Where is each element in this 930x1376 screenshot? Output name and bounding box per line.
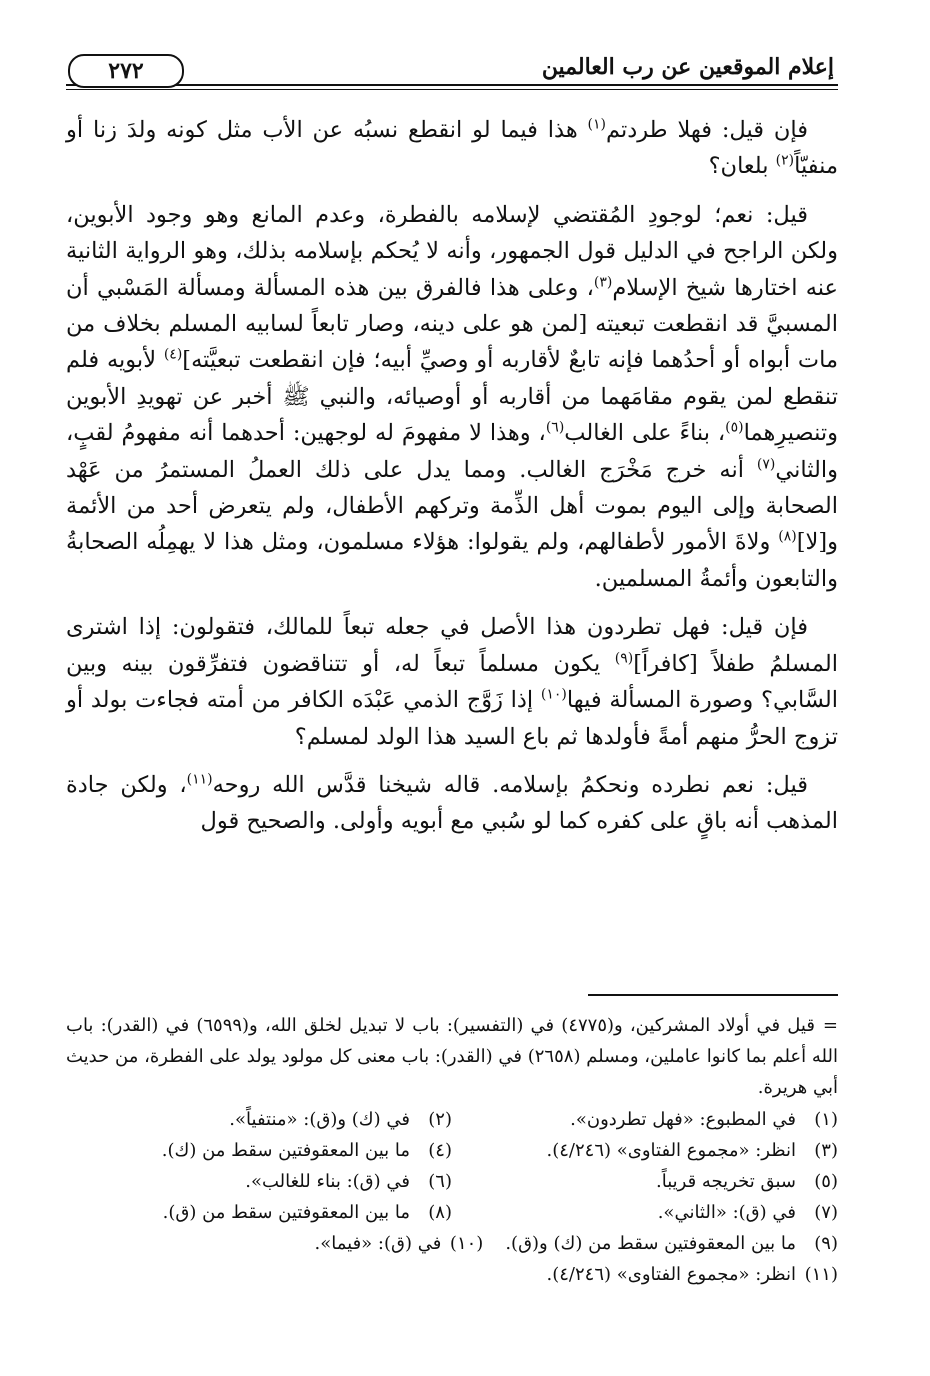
footnote-ref: (٦) xyxy=(545,419,565,436)
footnote-number: (٦) xyxy=(428,1171,452,1192)
footnote-number: (٨) xyxy=(428,1202,452,1223)
footnote-number: (٧) xyxy=(814,1202,838,1223)
text-run: لأبويه فلم تنقطع لمن يقوم مقامَهما من أقاربه أو أوصيائه، والنبي ﷺ أخبر عن تهويدِ الأبوين وتنصيرِهما xyxy=(66,347,838,447)
footnote-ref: (٤) xyxy=(163,346,183,363)
footnote-text: في (ق): «الثاني». xyxy=(657,1202,796,1223)
continuation-text: قيل في أولاد المشركين، و(٤٧٧٥) في (التفسير): باب لا تبديل لخلق الله، و(٦٥٩٩) في (القدر): باب الله أعلم بما كانوا عاملين، ومسلم (٢٦٥٨) في (القدر): باب معنى كل مولود يولد على الفطرة، من حديث أبي هريرة. xyxy=(66,1015,838,1098)
footnote-ref: (٣) xyxy=(593,274,613,291)
paragraph xyxy=(66,767,838,840)
footnote-item xyxy=(66,1197,452,1228)
text-run: أنه خرج مَخْرَج الغالب. ومما يدل على ذلك العملُ المستمرُ من عَهْد الصحابة وإلى اليوم بموت أهل الذِّمة وتركهم الأطفال، ولم يتعرض أحد من الأئمة و[لا] xyxy=(66,456,838,556)
footnote-text: في (ق): بناء للغالب». xyxy=(245,1171,410,1192)
footnote-number: (٣) xyxy=(814,1140,838,1161)
footnote-number: (٤) xyxy=(428,1140,452,1161)
text-run: إذا زَوَّج الذمي عَبْدَه الكافر من أمته فجاءت بولد أو تزوج الحرُّ منهم أمةً فأولدها ثم باع السيد هذا الولد لمسلم؟ xyxy=(66,687,838,750)
footnote-ref: (١١) xyxy=(186,771,213,788)
footnote-grid xyxy=(66,1104,838,1228)
footnote-text: انظر: «مجموع الفتاوى» (٤/٢٤٦). xyxy=(546,1264,796,1285)
footnote-text: سبق تخريجه قريباً. xyxy=(656,1171,796,1192)
footnote-number: (٩) xyxy=(814,1233,838,1254)
footnote-row xyxy=(66,1228,838,1259)
footnote-ref: (٥) xyxy=(725,419,744,436)
text-run: هذا فيما لو انقطع نسبُه عن الأب مثل كونه ولدَ زنا أو منفيّاً xyxy=(66,117,838,180)
text-run: ، وعلى هذا فالفرق بين هذه المسألة ومسألة المَسْبي أن المسبيَّ قد انقطعت تبعيته [لمن هو على دينه، وصار تابعاً لسابيه المسلم بخلاف من مات أبواه أو أحدُهما فإنه تابعٌ لأقاربه أو وصيِّ أبيه؛ فإن انقطعت تبعيَّته] xyxy=(66,274,839,374)
text-run: يكون مسلماً تبعاً له، أو تتناقضون فتفرِّقون بينه وبين السَّابي؟ وصورة المسألة فيها xyxy=(66,650,838,714)
footnote-number: (٥) xyxy=(814,1171,838,1192)
footnote-text: انظر: «مجموع الفتاوى» (٤/٢٤٦). xyxy=(546,1140,796,1161)
continuation-marker: = xyxy=(822,1015,839,1036)
footnote-ref: (٨) xyxy=(778,528,797,545)
footnote-item xyxy=(452,1166,838,1197)
footnote-text: ما بين المعقوفتين سقط من (ك). xyxy=(161,1140,410,1161)
header-rule xyxy=(66,84,838,86)
footnote-ref: (١٠) xyxy=(540,686,567,703)
footnote-item xyxy=(66,1104,452,1135)
footnote-text: في (ق): «فيما». xyxy=(314,1233,442,1254)
header-rule-thin xyxy=(66,89,838,90)
footnote-ref: (٩) xyxy=(614,650,634,667)
page-header xyxy=(66,52,838,98)
text-run: قيل: نعم نطرده ونحكمُ بإسلامه. قاله شيخنا قدَّس الله روحه xyxy=(212,771,808,798)
footnote-text: في المطبوع: «فهل تطردون». xyxy=(570,1109,796,1130)
footnote-item xyxy=(452,1135,838,1166)
paragraph xyxy=(66,112,838,185)
footnote-item xyxy=(315,1228,484,1259)
text-run: فإن قيل: فهل تطردون هذا الأصل في جعله تبعاً للمالك، فتقولون: إذا اشترى المسلمُ طفلاً [كافراً] xyxy=(66,614,838,677)
footnote-text: ما بين المعقوفتين سقط من (ك) و(ق). xyxy=(505,1233,796,1254)
footnote-item xyxy=(66,1259,838,1290)
paragraph xyxy=(66,197,838,597)
text-run: بلعان؟ xyxy=(708,153,776,180)
footnote-number: (١) xyxy=(814,1109,838,1130)
footnote-item xyxy=(505,1228,838,1259)
footnote-continuation xyxy=(66,1010,838,1103)
text-run: ، بناءً على الغالب xyxy=(564,420,726,447)
text-run: قيل: نعم؛ لوجودِ المُقتضي لإسلامه بالفطرة، وعدم المانع وهو وجود الأبوين، ولكن الراجح في الدليل قول الجمهور، وأنه لا يُحكم بإسلامه بذلك، وهو الرواية الثانية عنه اختارها شيخ الإسلام xyxy=(66,201,838,301)
footnote-item xyxy=(452,1104,838,1135)
footnote-item xyxy=(66,1135,452,1166)
footnote-ref: (١) xyxy=(587,116,607,133)
text-run: ولاةَ الأمور لأطفالهم، ولم يقولوا: هؤلاء مسلمون، ومثل هذا لا يهمِلُه الصحابةُ والتابعون وأئمةُ المسلمين. xyxy=(66,529,838,592)
footnote-number: (٢) xyxy=(428,1109,452,1130)
main-text xyxy=(66,112,838,840)
footnote-number: (١١) xyxy=(804,1264,838,1285)
footnote-ref: (٢) xyxy=(775,152,795,169)
text-run: فإن قيل: فهلا طردتم xyxy=(606,117,808,143)
footnote-item xyxy=(452,1197,838,1228)
footnote-text: في (ك) و(ق): «منتفياً». xyxy=(229,1109,410,1130)
text-run: ، ولكن جادة المذهب أنه باقٍ على كفره كما لو سُبي مع أبويه وأولى. والصحيح قول xyxy=(66,771,838,835)
footnote-item xyxy=(66,1166,452,1197)
footnotes xyxy=(66,1010,838,1290)
book-title: إعلام الموقعين عن رب العالمين xyxy=(534,54,834,80)
page-number: ٢٧٢ xyxy=(68,54,184,88)
paragraph xyxy=(66,609,838,755)
footnote-number: (١٠) xyxy=(449,1233,484,1254)
footnote-ref: (٧) xyxy=(756,456,776,473)
footnote-text: ما بين المعقوفتين سقط من (ق). xyxy=(162,1202,410,1223)
text-run: ، وهذا لا مفهومَ له لوجهين: أحدهما أنه مفهومُ لقبٍ، والثاني xyxy=(66,420,838,483)
footnote-separator xyxy=(588,994,838,996)
